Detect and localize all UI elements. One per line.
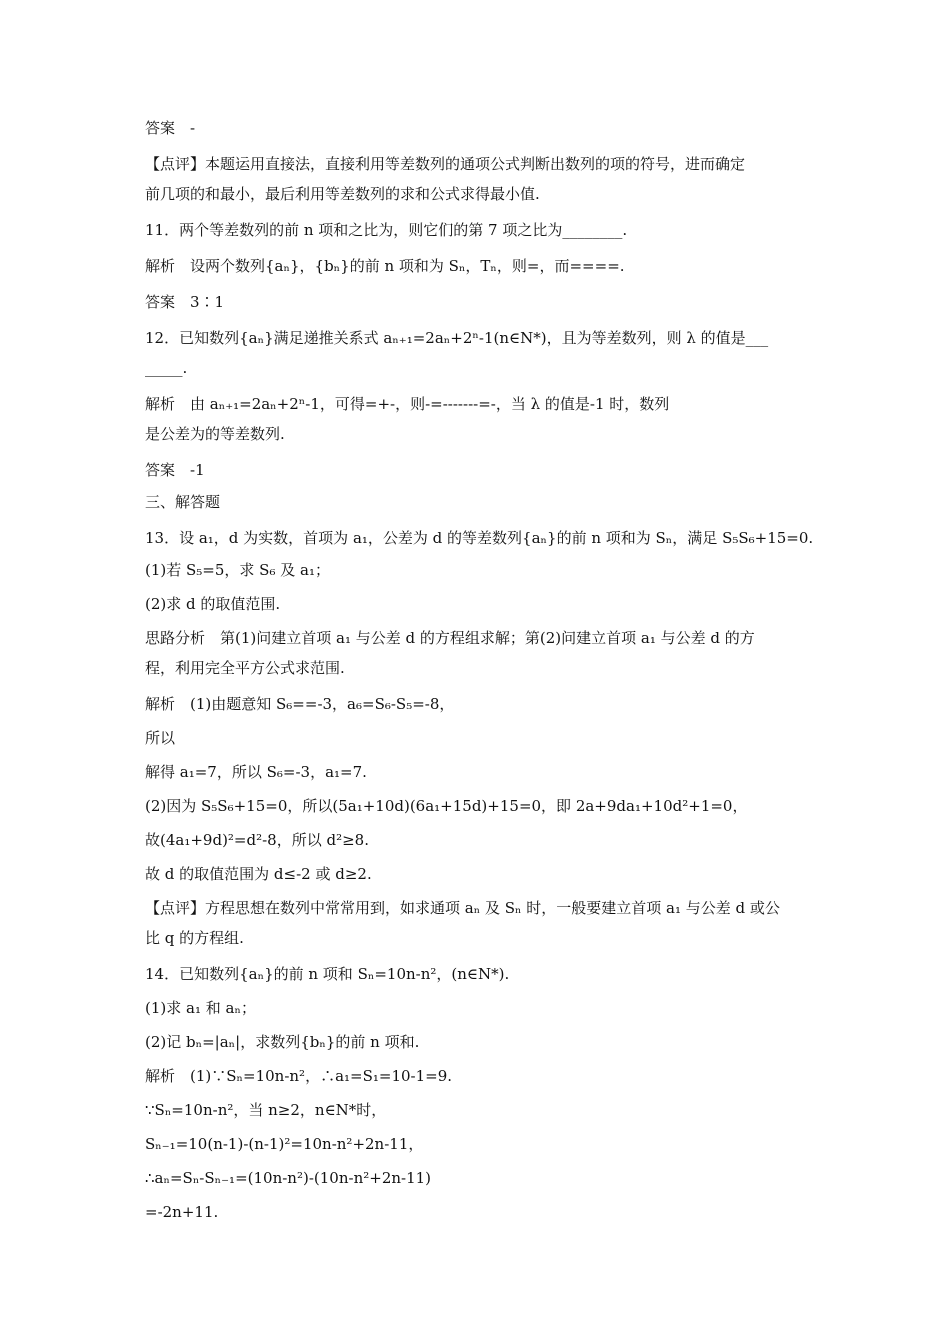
analysis-14-line4: ∴aₙ=Sₙ-Sₙ₋₁=(10n-n²)-(10n-n²+2n-11)	[145, 1169, 432, 1187]
analysis-13-line1: 解析 (1)由题意知 S₆==-3，a₆=S₆-S₅=-8，	[145, 695, 455, 713]
question-13-part1: (1)若 S₅=5，求 S₆ 及 a₁；	[145, 561, 330, 579]
analysis-12-line2: 是公差为的等差数列.	[145, 425, 285, 443]
question-11: 11．两个等差数列的前 n 项和之比为，则它们的第 7 项之比为________.	[145, 221, 628, 239]
comment-10-line2: 前几项的和最小，最后利用等差数列的求和公式求得最小值.	[145, 185, 540, 203]
analysis-12-line1: 解析 由 aₙ₊₁=2aₙ+2ⁿ-1，可得=+-，则-=-------=-，当 λ 的值是-1 时，数列	[145, 395, 670, 413]
analysis-13-line2: 所以	[145, 729, 176, 747]
analysis-11: 解析 设两个数列{aₙ}，{bₙ}的前 n 项和为 Sₙ，Tₙ，则=，而====.	[145, 257, 625, 275]
question-14-part2: (2)记 bₙ=|aₙ|，求数列{bₙ}的前 n 项和.	[145, 1033, 420, 1051]
question-12-line2: _____.	[145, 359, 188, 377]
comment-10-line1: 【点评】本题运用直接法，直接利用等差数列的通项公式判断出数列的项的符号，进而确定	[145, 155, 746, 173]
question-13-part2: (2)求 d 的取值范围.	[145, 595, 281, 613]
question-14: 14．已知数列{aₙ}的前 n 项和 Sₙ=10n-n²，(n∈N*).	[145, 965, 510, 983]
answer-10: 答案 -	[145, 119, 196, 137]
analysis-13-line4: (2)因为 S₅S₆+15=0，所以(5a₁+10d)(6a₁+15d)+15=0，即 2a+9da₁+10d²+1=0，	[145, 797, 748, 815]
analysis-13-line3: 解得 a₁=7，所以 S₆=-3，a₁=7.	[145, 763, 367, 781]
analysis-14-line5: =-2n+11.	[145, 1203, 219, 1221]
analysis-14-line3: Sₙ₋₁=10(n-1)-(n-1)²=10n-n²+2n-11，	[145, 1135, 424, 1153]
analysis-13-line6: 故 d 的取值范围为 d≤-2 或 d≥2.	[145, 865, 372, 883]
analysis-13-line5: 故(4a₁+9d)²=d²-8，所以 d²≥8.	[145, 831, 369, 849]
section-heading: 三、解答题	[145, 493, 221, 511]
approach-13-line2: 程，利用完全平方公式求范围.	[145, 659, 345, 677]
question-13: 13．设 a₁，d 为实数，首项为 a₁，公差为 d 的等差数列{aₙ}的前 n 项和为 Sₙ，满足 S₅S₆+15=0.	[145, 529, 814, 547]
comment-13-line1: 【点评】方程思想在数列中常常用到，如求通项 aₙ 及 Sₙ 时，一般要建立首项 a₁ 与公差 d 或公	[145, 899, 780, 917]
question-14-part1: (1)求 a₁ 和 aₙ；	[145, 999, 256, 1017]
approach-13-line1: 思路分析 第(1)问建立首项 a₁ 与公差 d 的方程组求解；第(2)问建立首项 a₁ 与公差 d 的方	[145, 629, 755, 647]
analysis-14-line2: ∵Sₙ=10n-n²，当 n≥2，n∈N*时，	[145, 1101, 387, 1119]
analysis-14-line1: 解析 (1)∵Sₙ=10n-n²，∴a₁=S₁=10-1=9.	[145, 1067, 453, 1085]
answer-12: 答案 -1	[145, 461, 205, 479]
comment-13-line2: 比 q 的方程组.	[145, 929, 244, 947]
answer-11: 答案 3∶1	[145, 293, 225, 311]
question-12-line1: 12．已知数列{aₙ}满足递推关系式 aₙ₊₁=2aₙ+2ⁿ-1(n∈N*)，且为等差数列，则 λ 的值是___	[145, 329, 769, 347]
